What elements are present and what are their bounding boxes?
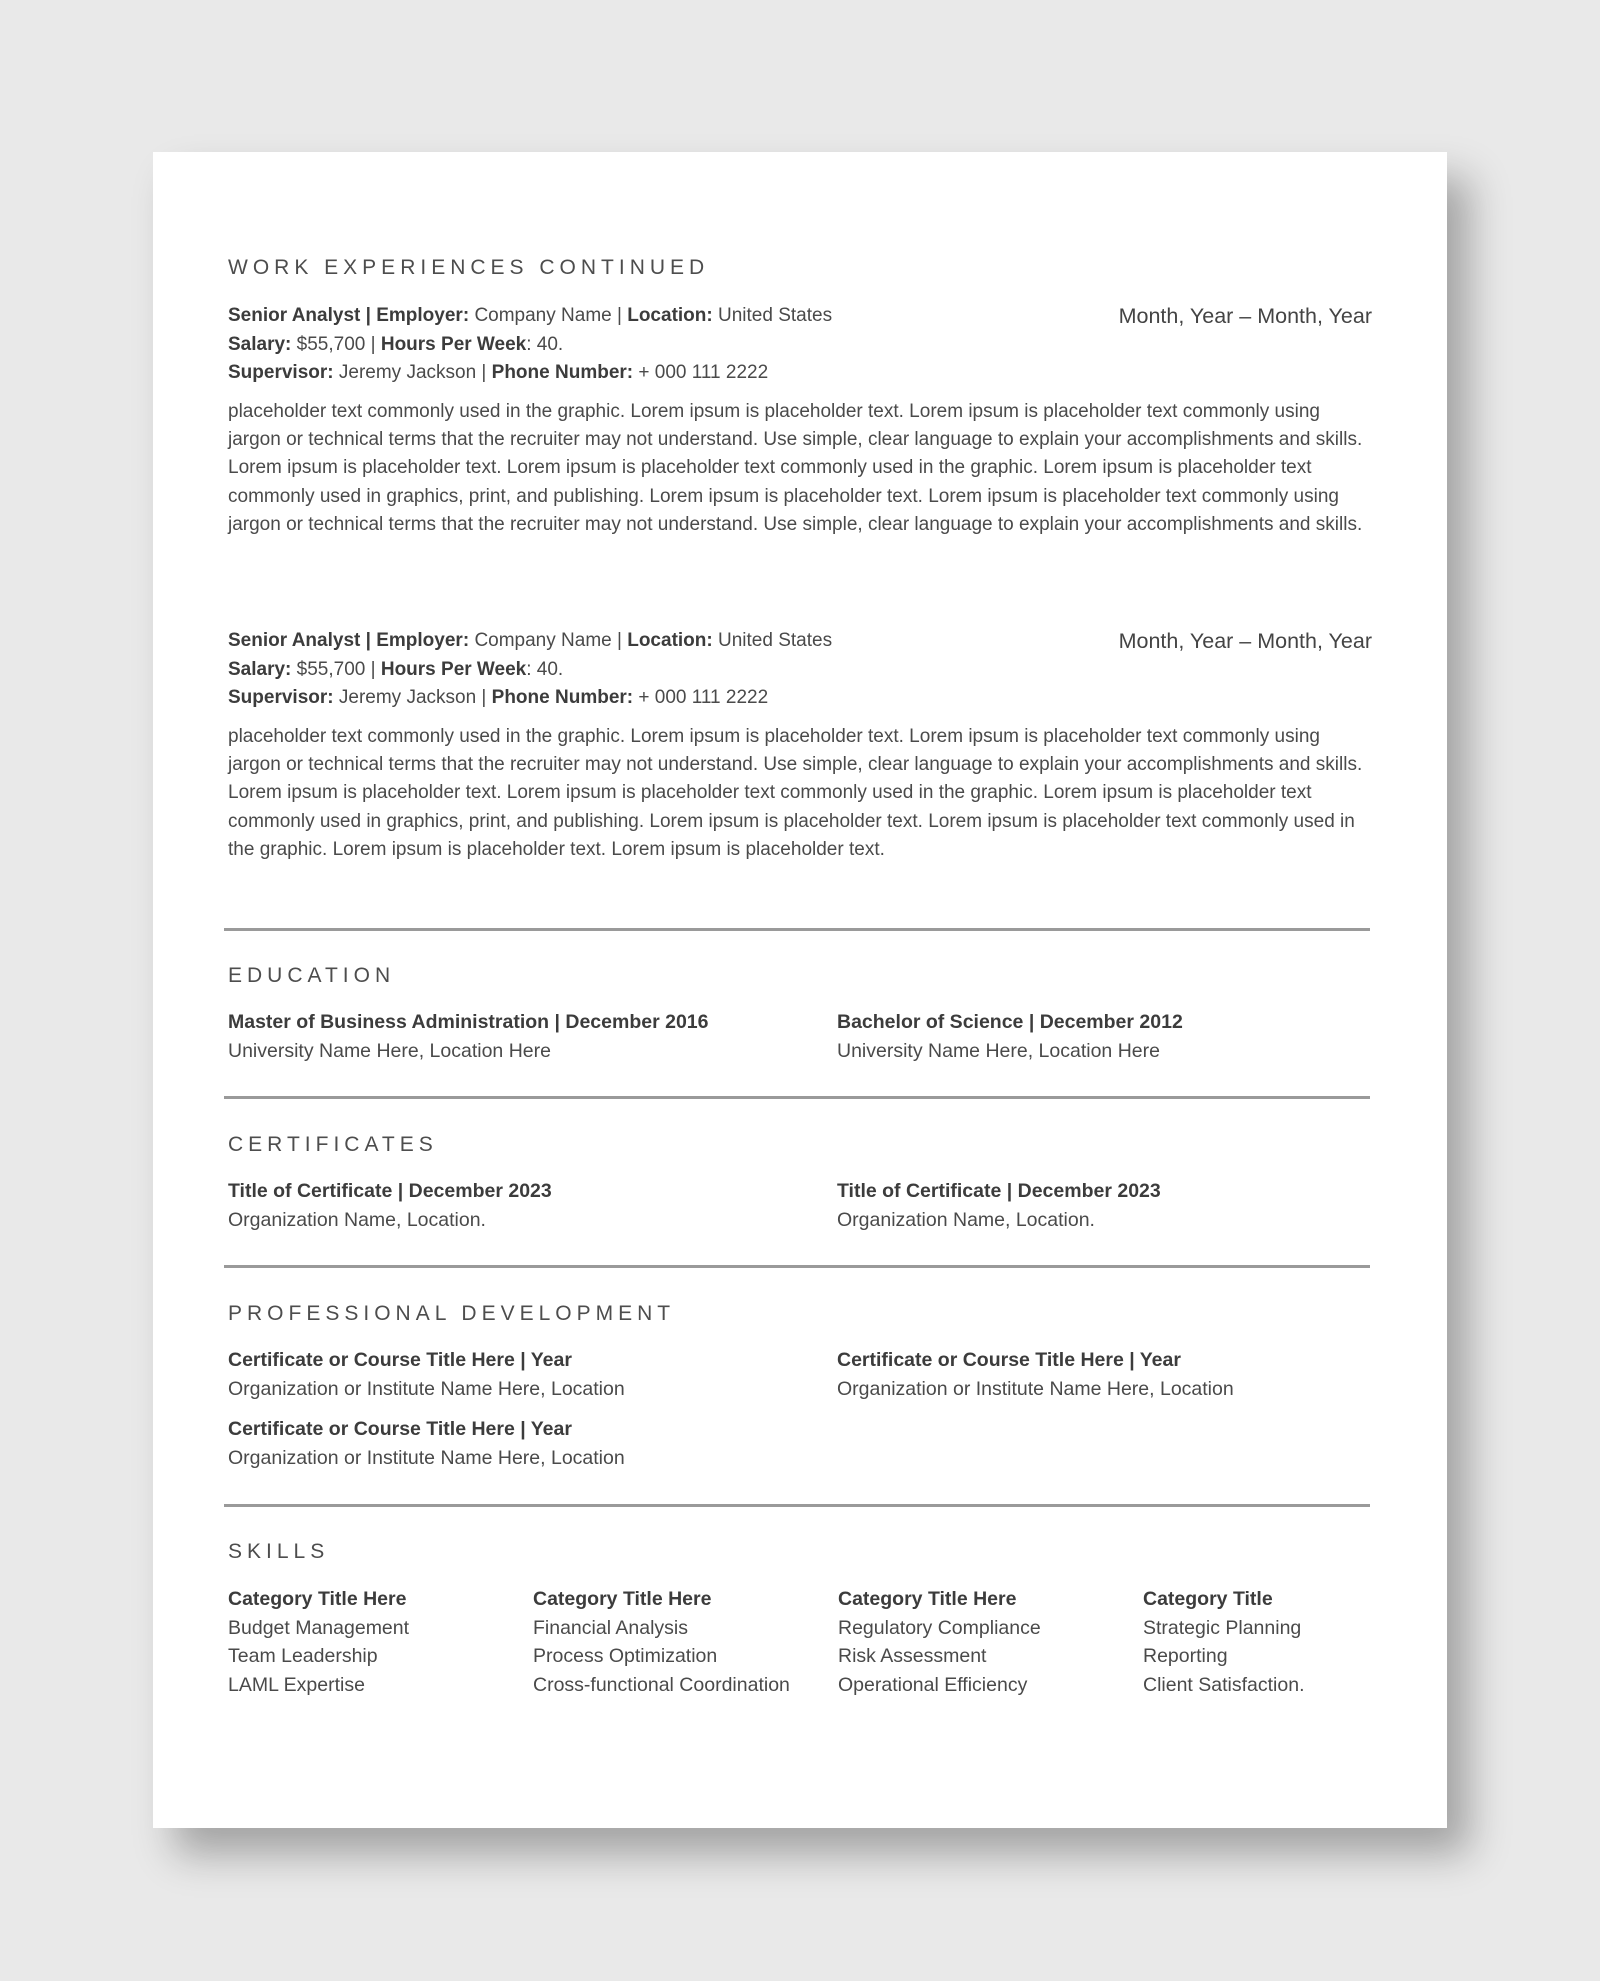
skill-item: Budget Management xyxy=(228,1616,410,1639)
section-divider xyxy=(224,928,1370,931)
job-meta xyxy=(228,302,1048,388)
skill-category: Category Title xyxy=(1143,1588,1273,1610)
location-value: United States xyxy=(718,630,833,651)
job-description: placeholder text commonly used in the graphic. Lorem ipsum is placeholder text. Lorem ipsum is placeholder text commonly using jargon or technical terms that the recruiter may not understand. Use simple, clear language to explain your accomplishments and skills. Lorem ipsum is placeholder text. Lorem ipsum is placeholder text commonly used in the graphic. Lorem ipsum is placeholder text commonly used in graphics, print, and publishing. Lorem ipsum is placeholder text. Lorem ipsum is placeholder text commonly using jargon or technical terms that the recruiter may not understand. Use simple, clear language to explain your accomplishments and skills. xyxy=(228,400,1363,536)
job-line-3: Supervisor: Jeremy Jackson | Phone Number: + 000 111 2222 xyxy=(228,362,769,383)
degree-title: Bachelor of Science | December 2012 xyxy=(837,1011,1183,1033)
skill-item: Process Optimization xyxy=(533,1645,718,1667)
skill-item: Client Satisfaction. xyxy=(1143,1673,1305,1696)
skill-item: Operational Efficiency xyxy=(838,1673,1028,1696)
job-line-1: Senior Analyst | Employer: Company Name | Location: United States xyxy=(228,630,833,651)
skills-column xyxy=(838,1585,1143,1699)
certificate-item xyxy=(837,1177,1446,1235)
section-heading-education: EDUCATION xyxy=(228,964,396,987)
development-column xyxy=(837,1346,1446,1473)
supervisor-label: Supervisor: xyxy=(228,362,334,383)
phone-value: + 000 111 2222 xyxy=(638,362,769,383)
degree-title: Master of Business Administration | December 2016 xyxy=(228,1011,709,1033)
job-line-2: Salary: $55,700 | Hours Per Week: 40. xyxy=(228,658,564,680)
certificate-item xyxy=(228,1177,837,1235)
skill-item: Financial Analysis xyxy=(533,1616,688,1639)
phone-value: + 000 111 2222 xyxy=(638,687,769,708)
skill-item: Team Leadership xyxy=(228,1645,378,1667)
course-title: Certificate or Course Title Here | Year xyxy=(228,1418,572,1440)
employer-value: Company Name xyxy=(474,305,612,326)
skill-item: LAML Expertise xyxy=(228,1673,365,1696)
skill-category: Category Title Here xyxy=(228,1588,407,1610)
salary-value: $55,700 xyxy=(296,658,366,680)
hours-label: Hours Per Week xyxy=(380,333,527,355)
certificate-org: Organization Name, Location. xyxy=(837,1209,1095,1231)
education-list xyxy=(228,1008,1446,1066)
employer-label: Employer: xyxy=(376,630,470,651)
job-title: Senior Analyst xyxy=(228,630,361,651)
resume-page xyxy=(153,152,1447,1828)
location-label: Location: xyxy=(627,630,713,651)
skills-column xyxy=(1143,1585,1363,1699)
hours-value: : 40. xyxy=(526,333,564,355)
skill-item: Reporting xyxy=(1143,1645,1228,1667)
supervisor-value: Jeremy Jackson xyxy=(338,362,477,383)
certificates-list xyxy=(228,1177,1446,1235)
job-entry xyxy=(228,627,1372,865)
job-meta xyxy=(228,627,1048,713)
course-title: Certificate or Course Title Here | Year xyxy=(228,1349,572,1371)
skill-category: Category Title Here xyxy=(533,1588,712,1610)
phone-label: Phone Number: xyxy=(491,362,634,383)
certificate-title: Title of Certificate | December 2023 xyxy=(228,1180,552,1202)
certificate-title: Title of Certificate | December 2023 xyxy=(837,1180,1161,1202)
section-heading-development: PROFESSIONAL DEVELOPMENT xyxy=(228,1302,676,1325)
supervisor-label: Supervisor: xyxy=(228,687,334,708)
course-title: Certificate or Course Title Here | Year xyxy=(837,1349,1181,1371)
section-divider xyxy=(224,1096,1370,1099)
degree-school: University Name Here, Location Here xyxy=(228,1040,551,1062)
job-entry xyxy=(228,302,1372,540)
job-line-1: Senior Analyst | Employer: Company Name | Location: United States xyxy=(228,305,833,326)
employer-value: Company Name xyxy=(474,630,612,651)
skills-column xyxy=(228,1585,533,1699)
degree-school: University Name Here, Location Here xyxy=(837,1040,1160,1062)
section-divider xyxy=(224,1504,1370,1507)
course-org: Organization or Institute Name Here, Location xyxy=(228,1378,625,1400)
certificate-org: Organization Name, Location. xyxy=(228,1209,486,1231)
salary-label: Salary: xyxy=(228,333,292,355)
section-heading-skills: SKILLS xyxy=(228,1540,330,1563)
development-item xyxy=(228,1346,837,1404)
development-item xyxy=(228,1415,837,1473)
development-list xyxy=(228,1346,1446,1473)
hours-label: Hours Per Week xyxy=(380,658,527,680)
skill-item: Strategic Planning xyxy=(1143,1616,1302,1639)
job-title: Senior Analyst xyxy=(228,305,361,326)
supervisor-value: Jeremy Jackson xyxy=(338,687,477,708)
education-item xyxy=(837,1008,1446,1066)
job-dates: Month, Year – Month, Year xyxy=(1118,304,1372,328)
section-heading-certificates: CERTIFICATES xyxy=(228,1133,438,1156)
course-org: Organization or Institute Name Here, Location xyxy=(837,1378,1234,1400)
salary-value: $55,700 xyxy=(296,333,366,355)
skill-category: Category Title Here xyxy=(838,1588,1017,1610)
job-description: placeholder text commonly used in the graphic. Lorem ipsum is placeholder text. Lorem ipsum is placeholder text commonly using jargon or technical terms that the recruiter may not understand. Use simple, clear language to explain your accomplishments and skills. Lorem ipsum is placeholder text. Lorem ipsum is placeholder text commonly used in the graphic. Lorem ipsum is placeholder text commonly used in graphics, print, and publishing. Lorem ipsum is placeholder text. Lorem ipsum is placeholder text commonly used in the graphic. Lorem ipsum is placeholder text. Lorem ipsum is placeholder text. xyxy=(228,725,1363,861)
skill-item: Risk Assessment xyxy=(838,1645,987,1667)
skill-item: Cross-functional Coordination xyxy=(533,1673,790,1696)
course-org: Organization or Institute Name Here, Location xyxy=(228,1447,625,1469)
development-item xyxy=(837,1346,1446,1404)
job-line-3: Supervisor: Jeremy Jackson | Phone Number: + 000 111 2222 xyxy=(228,687,769,708)
skill-item: Regulatory Compliance xyxy=(838,1616,1041,1639)
job-dates: Month, Year – Month, Year xyxy=(1118,629,1372,653)
section-divider xyxy=(224,1265,1370,1268)
phone-label: Phone Number: xyxy=(491,687,634,708)
job-line-2: Salary: $55,700 | Hours Per Week: 40. xyxy=(228,333,564,355)
skills-grid xyxy=(228,1585,1363,1699)
section-heading-work: WORK EXPERIENCES CONTINUED xyxy=(228,256,710,279)
education-item xyxy=(228,1008,837,1066)
salary-label: Salary: xyxy=(228,658,292,680)
development-column xyxy=(228,1346,837,1473)
location-label: Location: xyxy=(627,305,713,326)
employer-label: Employer: xyxy=(376,305,470,326)
location-value: United States xyxy=(718,305,833,326)
hours-value: : 40. xyxy=(526,658,564,680)
skills-column xyxy=(533,1585,838,1699)
